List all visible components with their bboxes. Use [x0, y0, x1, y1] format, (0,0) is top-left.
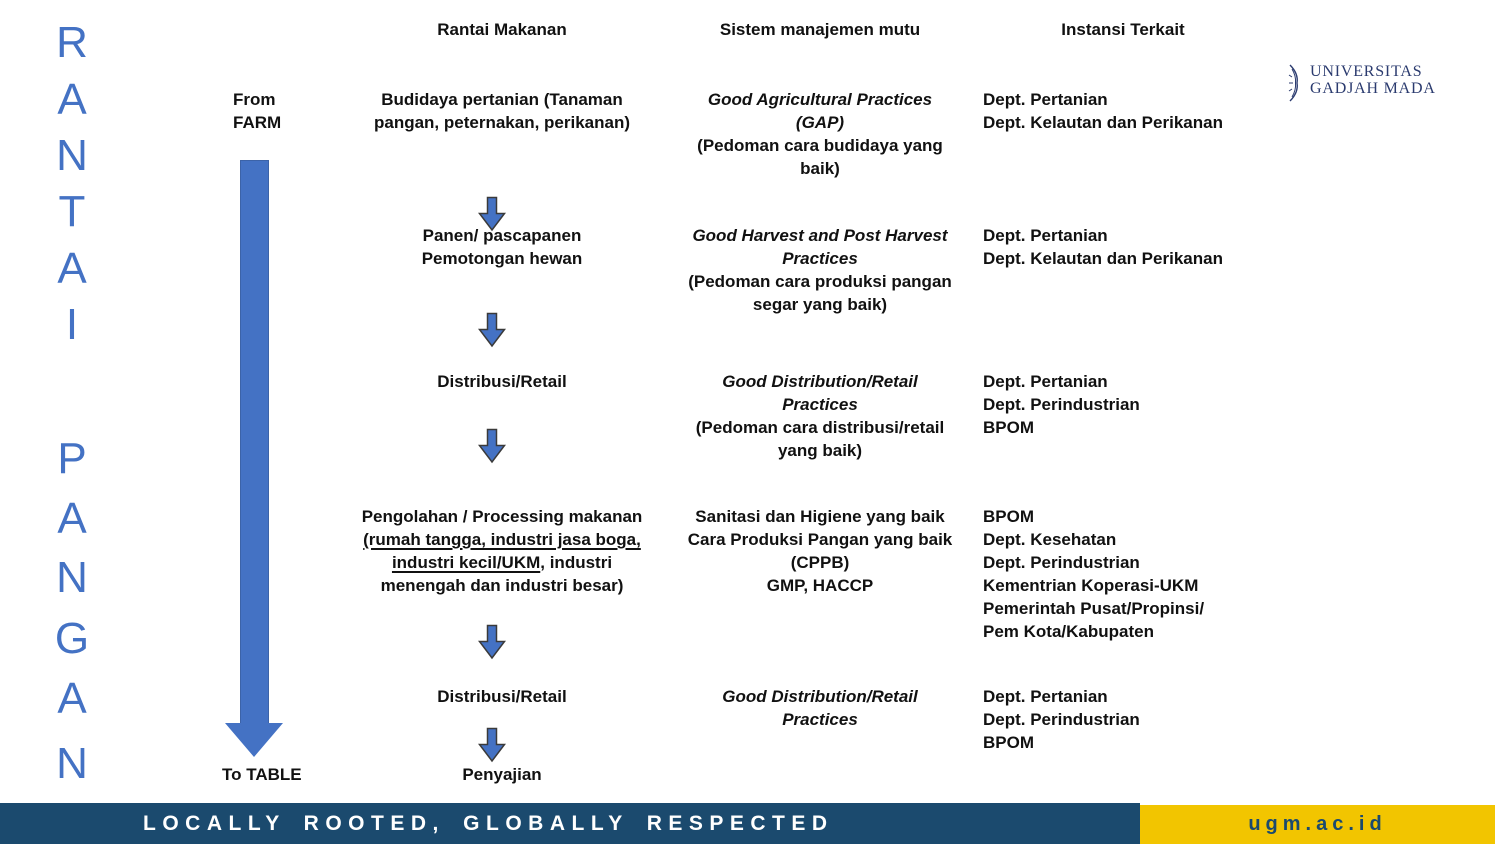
- vertical-title-letter: P: [57, 434, 87, 483]
- stage-underlined-fragment: industri kecil/UKM: [391, 553, 541, 572]
- quality-harvest: [663, 224, 977, 316]
- from-label-line2: FARM: [233, 113, 282, 132]
- agencies-row4: [983, 505, 1323, 643]
- down-arrow-icon: [477, 624, 507, 660]
- agencies-row3: [983, 370, 1323, 439]
- footer-url: ugm.ac.id: [1248, 813, 1387, 835]
- quality-line: Good Harvest and Post Harvest: [692, 226, 948, 245]
- stage-line: pangan, peternakan, perikanan): [373, 113, 630, 132]
- quality-line: Practices: [782, 395, 858, 414]
- agency-line: Kementrian Koperasi-UKM: [983, 576, 1199, 595]
- agency-line: Dept. Pertanian: [983, 226, 1108, 245]
- quality-line: Cara Produksi Pangan yang baik: [687, 530, 953, 549]
- quality-line: yang baik): [777, 441, 863, 460]
- quality-line: GMP, HACCP: [766, 576, 874, 595]
- footer-url-bar: [1140, 805, 1495, 844]
- vertical-title-letter: A: [57, 674, 87, 723]
- stage-line: menengah dan industri besar): [380, 576, 624, 595]
- vertical-title-letter: R: [56, 18, 88, 67]
- agency-line: Dept. Perindustrian: [983, 395, 1140, 414]
- quality-line: Good Agricultural Practices: [707, 90, 933, 109]
- agency-line: Dept. Perindustrian: [983, 553, 1140, 572]
- agency-line: Dept. Pertanian: [983, 372, 1108, 391]
- quality-sanitasi: [663, 505, 977, 597]
- quality-distribution-1: [663, 370, 977, 462]
- vertical-title-letter: N: [56, 131, 88, 180]
- stage-distribusi-1: [322, 370, 682, 393]
- column-header-instansi-terkait: Instansi Terkait: [1061, 20, 1185, 39]
- agency-line: Dept. Kelautan dan Perikanan: [983, 249, 1223, 268]
- vertical-title-letter: I: [65, 300, 79, 349]
- quality-line: Practices: [782, 249, 858, 268]
- agencies-row1: [983, 88, 1323, 134]
- footer-bar: [0, 803, 1140, 844]
- logo-line-universitas: UNIVERSITAS: [1310, 63, 1423, 80]
- agencies-row5: [983, 685, 1323, 754]
- stage-line: Pemotongan hewan: [421, 249, 583, 268]
- agency-line: Dept. Pertanian: [983, 687, 1108, 706]
- logo-line-gadjah-mada: GADJAH MADA: [1310, 80, 1436, 97]
- quality-distribution-2: [663, 685, 977, 731]
- stage-budidaya: [322, 88, 682, 134]
- stage-line: Panen/ pascapanen: [422, 226, 582, 245]
- agency-line: Pem Kota/Kabupaten: [983, 622, 1154, 641]
- stage-distribusi-2: [322, 685, 682, 708]
- stage-panen: [322, 224, 682, 270]
- big-down-arrow-head-icon: [225, 723, 283, 757]
- quality-line: (GAP): [795, 113, 845, 132]
- down-arrow-icon: [477, 312, 507, 348]
- quality-line: Good Distribution/Retail: [722, 687, 918, 706]
- stage-pengolahan: [322, 505, 682, 597]
- quality-gap: [663, 88, 977, 180]
- quality-line: (Pedoman cara produksi pangan: [688, 272, 952, 291]
- agency-line: Dept. Kesehatan: [983, 530, 1117, 549]
- quality-line: (Pedoman cara budidaya yang: [697, 136, 943, 155]
- vertical-title-letter: G: [54, 614, 90, 663]
- agency-line: Dept. Perindustrian: [983, 710, 1140, 729]
- down-arrow-icon: [477, 428, 507, 464]
- quality-line: baik): [800, 159, 840, 178]
- quality-line: Good Distribution/Retail: [722, 372, 918, 391]
- vertical-title-letter: A: [57, 244, 87, 293]
- agency-line: Dept. Pertanian: [983, 90, 1108, 109]
- quality-line: (Pedoman cara distribusi/retail: [695, 418, 945, 437]
- stage-line-underlined: (rumah tangga, industri jasa boga,: [363, 530, 641, 549]
- vertical-title-letter: A: [57, 494, 87, 543]
- stage-line: Penyajian: [462, 765, 542, 784]
- stage-line-mixed: [322, 551, 682, 574]
- vertical-title-letter: N: [56, 553, 88, 602]
- stage-line: Distribusi/Retail: [437, 687, 567, 706]
- quality-line: segar yang baik): [752, 295, 888, 314]
- agencies-row2: [983, 224, 1323, 270]
- vertical-title-letter: T: [58, 187, 86, 236]
- from-label-line1: From: [233, 90, 276, 109]
- stage-plain-fragment: , industri: [540, 553, 613, 572]
- stage-line: Budidaya pertanian (Tanaman: [381, 90, 623, 109]
- from-farm-label: [233, 88, 281, 134]
- column-header-sistem-manajemen-mutu: Sistem manajemen mutu: [719, 20, 921, 39]
- agency-line: BPOM: [983, 733, 1034, 752]
- agency-line: Dept. Kelautan dan Perikanan: [983, 113, 1223, 132]
- to-table-label: To TABLE: [222, 765, 302, 784]
- agency-line: BPOM: [983, 507, 1034, 526]
- vertical-title-letter: A: [57, 75, 87, 124]
- quality-line: (CPPB): [790, 553, 850, 572]
- big-down-arrow-icon: [240, 160, 269, 725]
- column-header-rantai-makanan: Rantai Makanan: [437, 20, 567, 39]
- quality-line: Sanitasi dan Higiene yang baik: [695, 507, 945, 526]
- down-arrow-icon: [477, 727, 507, 763]
- agency-line: Pemerintah Pusat/Propinsi/: [983, 599, 1205, 618]
- footer-tagline: LOCALLY ROOTED, GLOBALLY RESPECTED: [143, 811, 834, 835]
- vertical-title-letter: N: [56, 739, 88, 788]
- agency-line: BPOM: [983, 418, 1034, 437]
- stage-penyajian: [322, 763, 682, 786]
- stage-line: Pengolahan / Processing makanan: [361, 507, 643, 526]
- quality-line: Practices: [782, 710, 858, 729]
- stage-line: Distribusi/Retail: [437, 372, 567, 391]
